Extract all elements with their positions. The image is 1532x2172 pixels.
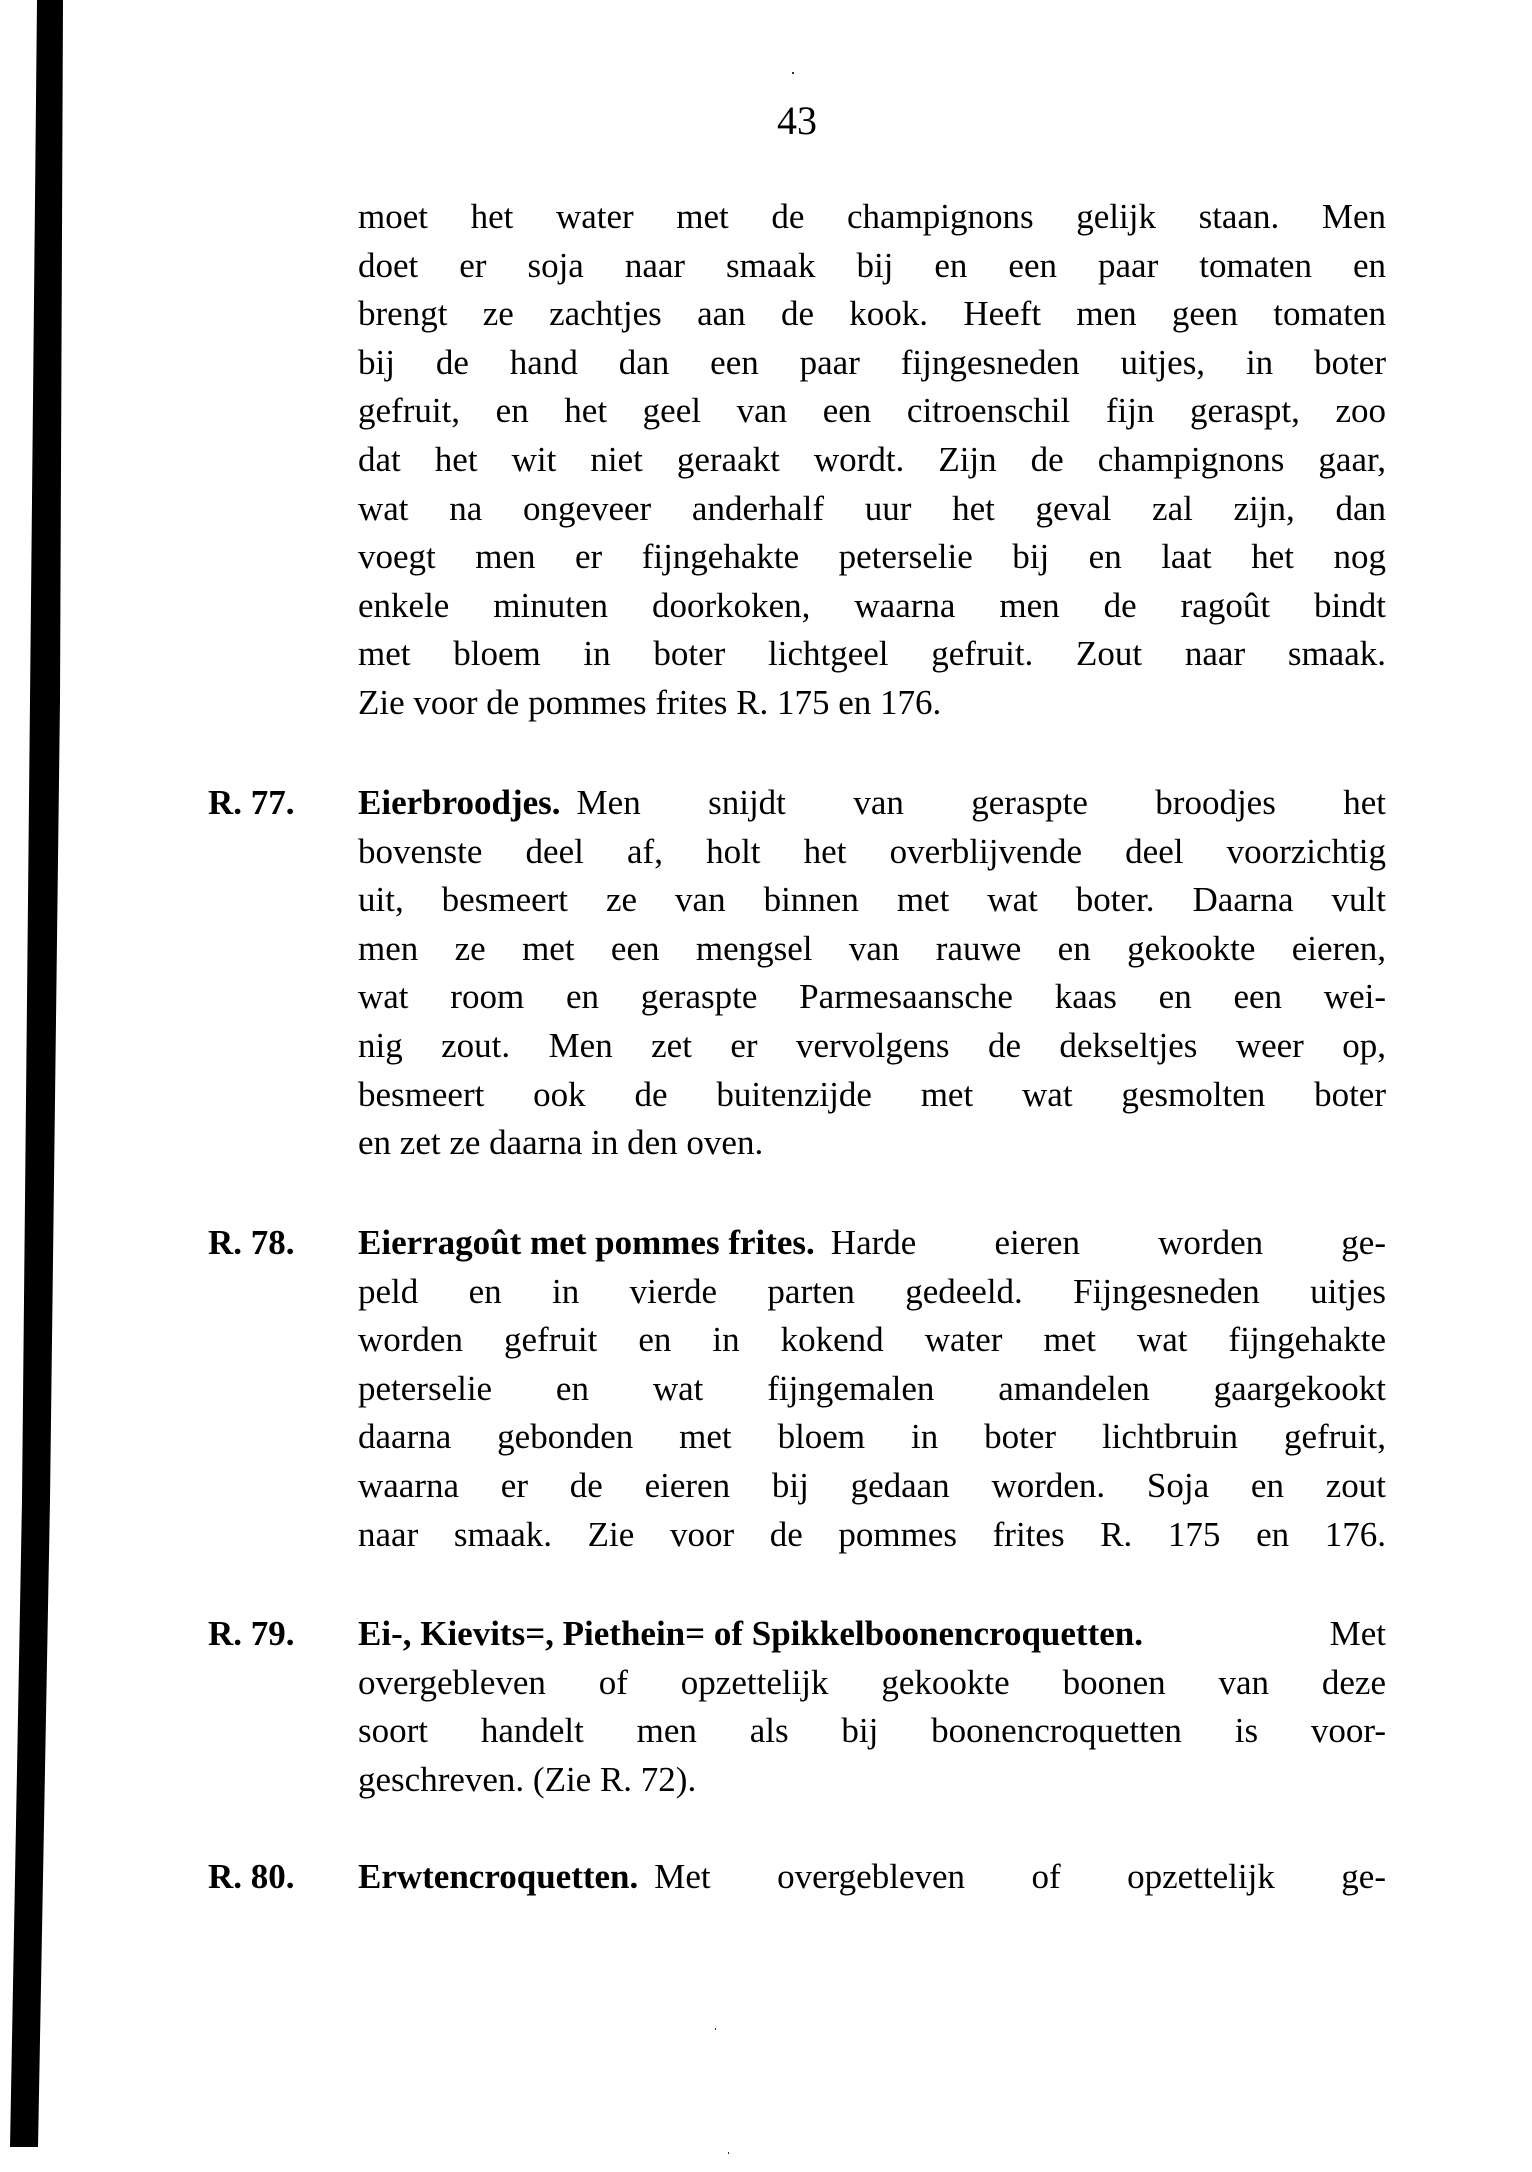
text-line: met bloem in boter lichtgeel gefruit. Zout naar smaak. — [358, 634, 1386, 674]
text-line-with-heading — [358, 1853, 1386, 1902]
text-line: daarna gebonden met bloem in boter lichtbruin gefruit, — [358, 1417, 1386, 1457]
scan-speck — [715, 2028, 716, 2030]
recipe-title: Erwtencroquetten. — [358, 1857, 639, 1896]
recipe-number: R. 78. — [208, 1223, 295, 1262]
text-run: Men snijdt van geraspte broodjes het — [576, 783, 1386, 822]
text-line: men ze met een mengsel van rauwe en gekookte eieren, — [358, 928, 1386, 968]
text-line: bovenste deel af, holt het overblijvende deel voorzichtig — [358, 831, 1386, 871]
text-run: Met overgebleven of opzettelijk ge- — [654, 1857, 1386, 1896]
recipe-number: R. 80. — [208, 1857, 295, 1896]
text-line: gefruit, en het geel van een citroenschil fijn geraspt, zoo — [358, 391, 1386, 431]
text-line: nig zout. Men zet er vervolgens de dekseltjes weer op, — [358, 1025, 1386, 1065]
text-line: overgebleven of opzettelijk gekookte boonen van deze — [358, 1662, 1386, 1702]
text-line: en zet ze daarna in den oven. — [358, 1123, 764, 1163]
recipe-title: Ei-, Kievits=, Piethein= of Spikkelboonencroquetten. — [358, 1614, 1143, 1653]
text-line: geschreven. (Zie R. 72). — [358, 1759, 697, 1799]
recipe-lines — [358, 1610, 1386, 1804]
recipe-title: Eierbroodjes. — [358, 783, 561, 822]
binding-edge-shadow — [0, 0, 80, 2172]
recipe-title: Eierragoût met pommes frites. — [358, 1223, 815, 1262]
text-line: moet het water met de champignons gelijk staan. Men — [358, 197, 1386, 236]
text-line: enkele minuten doorkoken, waarna men de ragoût bindt — [358, 585, 1386, 625]
text-line: besmeert ook de buitenzijde met wat gesmolten boter — [358, 1074, 1386, 1114]
page-number: 43 — [777, 98, 817, 143]
text-line-with-heading — [358, 779, 1386, 828]
text-run: Met — [1329, 1614, 1386, 1653]
text-line: dat het wit niet geraakt wordt. Zijn de champignons gaar, — [358, 439, 1386, 479]
text-line: soort handelt men als bij boonencroquetten is voor- — [358, 1711, 1386, 1751]
text-line: wat room en geraspte Parmesaansche kaas en een wei- — [358, 977, 1386, 1017]
text-line-with-heading — [358, 1610, 1386, 1659]
text-line: doet er soja naar smaak bij en een paar tomaten en — [358, 245, 1386, 285]
recipe-lines — [358, 1853, 1386, 1902]
text-line: uit, besmeert ze van binnen met wat boter. Daarna vult — [358, 880, 1386, 920]
recipe-lines — [358, 779, 1386, 1168]
text-line: naar smaak. Zie voor de pommes frites R. 175 en 176. — [358, 1514, 1386, 1554]
text-line: wat na ongeveer anderhalf uur het geval zal zijn, dan — [358, 488, 1386, 528]
text-line: peld en in vierde parten gedeeld. Fijngesneden uitjes — [358, 1271, 1386, 1311]
text-line: bij de hand dan een paar fijngesneden uitjes, in boter — [358, 342, 1386, 382]
recipe-number: R. 79. — [208, 1614, 295, 1653]
text-run: Harde eieren worden ge- — [830, 1223, 1386, 1262]
paragraph-lines — [358, 193, 1386, 728]
recipe-number: R. 77. — [208, 783, 295, 822]
recipe-lines — [358, 1219, 1386, 1559]
text-line: worden gefruit en in kokend water met wat fijngehakte — [358, 1320, 1386, 1360]
text-line: waarna er de eieren bij gedaan worden. Soja en zout — [358, 1465, 1386, 1505]
text-line: Zie voor de pommes frites R. 175 en 176. — [358, 682, 942, 722]
text-line: brengt ze zachtjes aan de kook. Heeft men geen tomaten — [358, 294, 1386, 334]
scan-speck — [792, 72, 794, 74]
text-line: peterselie en wat fijngemalen amandelen gaargekookt — [358, 1368, 1386, 1408]
scan-speck — [728, 2152, 729, 2154]
text-line: voegt men er fijngehakte peterselie bij en laat het nog — [358, 537, 1386, 577]
text-line-with-heading — [358, 1219, 1386, 1268]
